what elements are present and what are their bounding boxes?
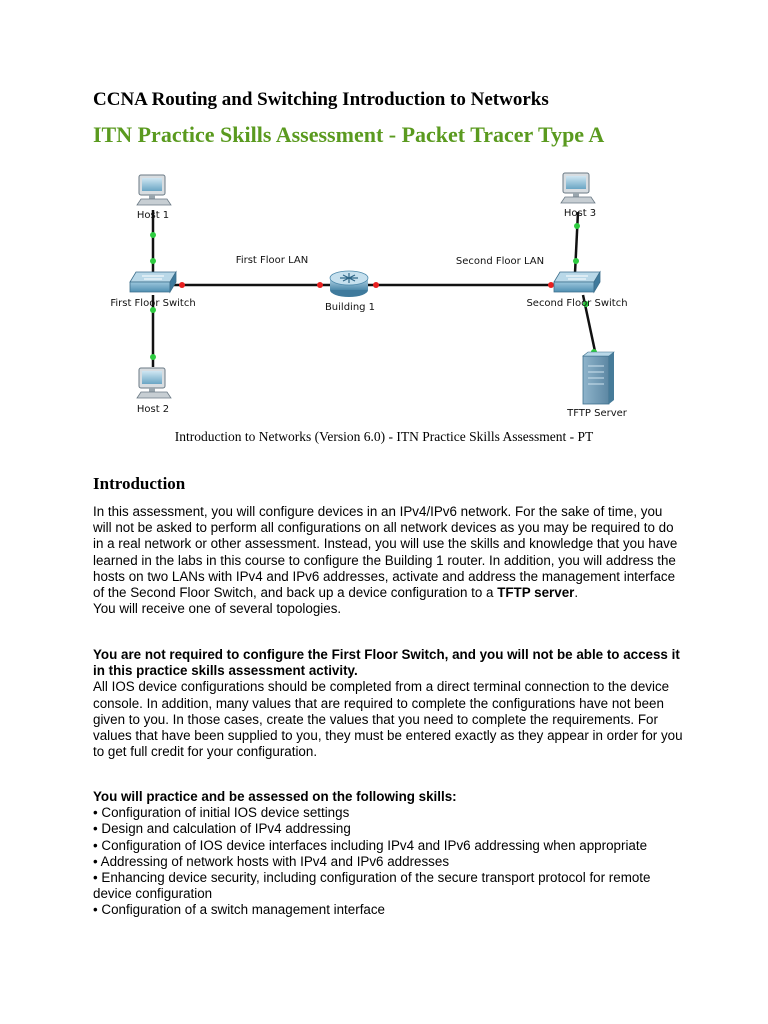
second-floor-switch-icon xyxy=(554,272,600,292)
first-floor-switch-label: First Floor Switch xyxy=(110,298,196,309)
link-down-dot xyxy=(317,282,323,288)
intro-paragraph-end: . xyxy=(574,585,579,601)
requirements-section xyxy=(93,647,683,760)
skills-list xyxy=(93,805,683,918)
intro-paragraph-text: In this assessment, you will configure devices in an IPv4/IPv6 network. For the sake of time, you will not be asked to perform all configurations on all network devices as you may be required to do in a real network or other assessment. Instead, you will use the skills and knowledge that you have learned in the labs in this course to configure the Building 1 router. In addition, you will address the hosts on two LANs with IPv4 and IPv6 addresses, activate and address the management interface of the Second Floor Switch, and back up a device configuration to a xyxy=(93,504,678,601)
skill-item: • Configuration of IOS device interfaces including IPv4 and IPv6 addressing when appropriate xyxy=(93,837,648,853)
host2-label: Host 2 xyxy=(136,404,170,415)
switch-access-warning: You are not required to configure the First Floor Switch, and you will not be able to access it in this practice skills assessment activity. xyxy=(93,647,680,679)
topology-links xyxy=(153,210,596,367)
host3-label: Host 3 xyxy=(563,208,597,219)
host2-pc-icon xyxy=(137,368,171,398)
skill-item: • Configuration of initial IOS device settings xyxy=(93,805,350,821)
introduction-section xyxy=(93,504,683,617)
link-down-dot xyxy=(548,282,554,288)
skill-item: • Addressing of network hosts with IPv4 and IPv6 addresses xyxy=(93,853,450,869)
configuration-instructions: All IOS device configurations should be completed from a direct terminal connection to the device console. In addition, many values that are required to complete the configurations have not been given to you. In those cases, create the values that you need to complete the requirements. For values that have been supplied to you, they must be entered exactly as they appear in order for you to get full credit for your configuration. xyxy=(93,679,683,760)
host3-pc-icon xyxy=(561,173,595,203)
tftp-server-emphasis: TFTP server xyxy=(497,585,575,601)
building1-router-icon xyxy=(330,271,368,297)
host1-label: Host 1 xyxy=(136,210,170,221)
link-up-dot xyxy=(573,258,579,264)
second-floor-lan-label: Second Floor LAN xyxy=(455,256,545,267)
document-title: ITN Practice Skills Assessment - Packet Tracer Type A xyxy=(93,122,605,147)
skills-section xyxy=(93,789,683,919)
link-status-dots xyxy=(150,223,597,360)
link-up-dot xyxy=(150,232,156,238)
second-floor-switch-label: Second Floor Switch xyxy=(526,298,628,309)
network-topology-diagram xyxy=(0,160,768,422)
first-floor-lan-label: First Floor LAN xyxy=(235,255,309,266)
link-up-dot xyxy=(150,258,156,264)
first-floor-switch-icon xyxy=(130,272,176,292)
link-up-dot xyxy=(150,354,156,360)
tftp-server-icon xyxy=(583,352,614,404)
introduction-heading: Introduction xyxy=(93,474,186,493)
host1-pc-icon xyxy=(137,175,171,205)
skill-item: • Design and calculation of IPv4 addressing xyxy=(93,821,351,837)
router-label: Building 1 xyxy=(324,302,376,313)
topologies-note: You will receive one of several topologies. xyxy=(93,601,342,617)
skills-heading: You will practice and be assessed on the following skills: xyxy=(93,789,457,804)
document-heading: CCNA Routing and Switching Introduction to Networks xyxy=(93,89,549,110)
intro-paragraph xyxy=(93,504,683,601)
skill-item: • Configuration of a switch management interface xyxy=(93,902,385,918)
figure-caption: Introduction to Networks (Version 6.0) - ITN Practice Skills Assessment - PT xyxy=(174,429,594,444)
link-down-dot xyxy=(179,282,185,288)
link-down-dot xyxy=(373,282,379,288)
tftp-server-label: TFTP Server xyxy=(567,408,627,419)
link-up-dot xyxy=(574,223,580,229)
skill-item: • Enhancing device security, including configuration of the secure transport protocol for remote device configuration xyxy=(93,870,651,902)
